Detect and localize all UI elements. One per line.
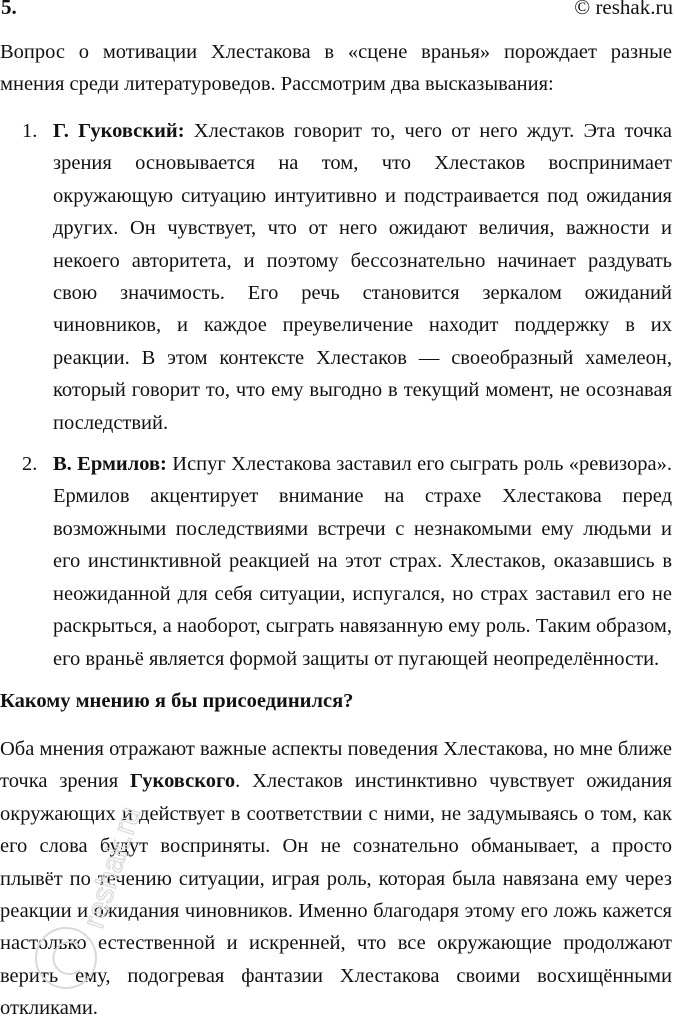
answer-text-end: . Хлестаков инстинктивно чувствует ожидания окружающих и действует в соответствии с ними, не задумываясь о том, как его слова будут восприняты. Он не сознательно обманывает, а просто плывёт по течению ситуации, играя роль, которая была навязана ему через реакции и ожидания чиновников. Именно благодаря этому его ложь кажется настолько естественной и искренней, что все окружающие продолжают верить ему, подогревая фантазии Хлестакова своими восхищёнными откликами. [0, 770, 672, 1020]
opinion-item-ermilov [0, 448, 672, 675]
answer-text-start: Оба мнения отражают важные аспекты поведения Хлестакова, но мне ближе точка зрения [0, 738, 672, 793]
page-header [0, 0, 675, 21]
opinion-item-gukovsky [0, 115, 672, 439]
answer-paragraph [0, 733, 672, 1025]
opinion-text: Хлестаков говорит то, чего от него ждут. Эта точка зрения основывается на том, что Хлестаков воспринимает окружающую ситуацию интуитивно и подстраивается под ожидания других. Он чувствует, что от него ожидают величия, важности и некоего авторитета, и поэтому бессознательно начинает раздувать свою значимость. Его речь становится зеркалом ожиданий чиновников, и каждое преувеличение находит поддержку в их реакции. В этом контексте Хлестаков — своеобразный хамелеон, который говорит то, что ему выгодно в текущий момент, не осознавая последствий. [53, 120, 672, 434]
opinion-author: Г. Гуковский: [53, 120, 185, 142]
opinions-list [0, 115, 672, 675]
opinion-number: 1. [22, 120, 38, 142]
intro-paragraph: Вопрос о мотивации Хлестакова в «сцене вранья» порождает разные мнения среди литературоведов. Рассмотрим два высказывания: [0, 41, 672, 96]
opinion-text: Испуг Хлестакова заставил его сыграть роль «ревизора». Ермилов акцентирует внимание на страхе Хлестакова перед возможными последствиями встречи с незнакомыми ему людьми и его инстинктивной реакцией на этот страх. Хлестаков, оказавшись в неожиданной для себя ситуации, испугался, но страх заставил его не раскрыться, а наоборот, сыграть навязанную ему роль. Таким образом, его враньё является формой защиты от пугающей неопределённости. [53, 453, 673, 670]
opinion-author: В. Ермилов: [53, 453, 167, 476]
task-number: 5. [1, 0, 17, 19]
watermark-text: reshak.ru [77, 803, 148, 933]
opinion-number: 2. [22, 453, 38, 476]
question-heading: Какому мнению я бы присоединился? [0, 690, 354, 712]
site-copyright: © reshak.ru [574, 0, 673, 19]
answer-highlight: Гуковского [130, 770, 236, 793]
